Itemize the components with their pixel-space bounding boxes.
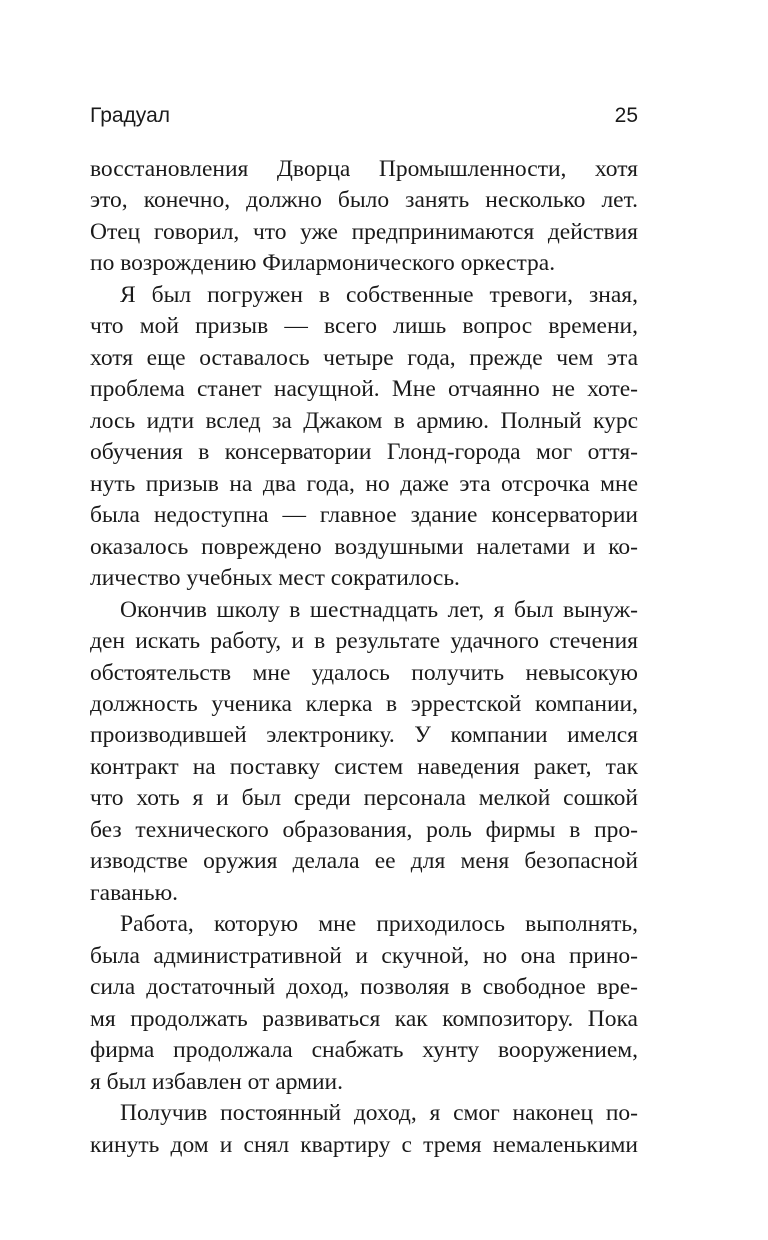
text-line: восстановления Дворца Промышленности, хотя <box>90 156 638 182</box>
text-line: Я был погружен в собственные тревоги, зная, <box>120 281 638 308</box>
text-line: сила достаточный доход, позволяя в свободное вре- <box>90 974 638 1001</box>
text-line: личество учебных мест сократилось. <box>90 565 460 592</box>
body-text <box>90 154 638 1161</box>
text-line: должность ученика клерка в эррестской компании, <box>90 690 638 717</box>
text-line: была недоступна — главное здание консерватории <box>90 502 638 529</box>
text-line: по возрождению Филармонического оркестра. <box>90 250 556 277</box>
text-line: хотя еще оставалось четыре года, прежде чем эта <box>90 344 638 371</box>
text-line: Окончив школу в шестнадцать лет, я был вынуж- <box>120 596 638 623</box>
text-line: что хоть я и был среди персонала мелкой сошкой <box>90 785 638 812</box>
running-header <box>90 100 638 132</box>
text-line: проблема станет насущной. Мне отчаянно не хоте- <box>90 376 638 403</box>
text-line: лось идти вслед за Джаком в армию. Полный курс <box>90 407 638 434</box>
text-line: изводстве оружия делала ее для меня безопасной <box>90 848 638 875</box>
text-line: оказалось повреждено воздушными налетами и ко- <box>90 533 638 560</box>
text-line: кинуть дом и снял квартиру с тремя немаленькими <box>90 1131 638 1158</box>
text-line: я был избавлен от армии. <box>90 1068 343 1095</box>
text-line: это, конечно, должно было занять несколько лет. <box>90 187 638 214</box>
page-number: 25 <box>614 104 638 127</box>
text-line: Работа, которую мне приходилось выполнять, <box>120 911 638 938</box>
text-line: Получив постоянный доход, я смог наконец по- <box>120 1100 638 1127</box>
text-line: нуть призыв на два года, но даже эта отсрочка мне <box>90 470 638 497</box>
text-line: Отец говорил, что уже предпринимаются действия <box>90 218 638 245</box>
text-line: контракт на поставку систем наведения ракет, так <box>90 753 638 780</box>
text-line: гаванью. <box>90 879 179 906</box>
text-line: была административной и скучной, но она прино- <box>90 942 638 969</box>
book-title: Градуал <box>90 104 171 127</box>
text-line: фирма продолжала снабжать хунту вооружением, <box>90 1037 638 1064</box>
text-line: производившей электронику. У компании имелся <box>90 722 638 749</box>
text-line: что мой призыв — всего лишь вопрос времени, <box>90 313 638 340</box>
text-line: обстоятельств мне удалось получить невысокую <box>90 659 638 686</box>
text-line: без технического образования, роль фирмы в про- <box>90 816 638 843</box>
text-line: мя продолжать развиваться как композитору. Пока <box>90 1005 638 1032</box>
text-line: обучения в консерватории Глонд-города мог оття- <box>90 439 638 466</box>
text-line: ден искать работу, и в результате удачного стечения <box>90 628 638 655</box>
